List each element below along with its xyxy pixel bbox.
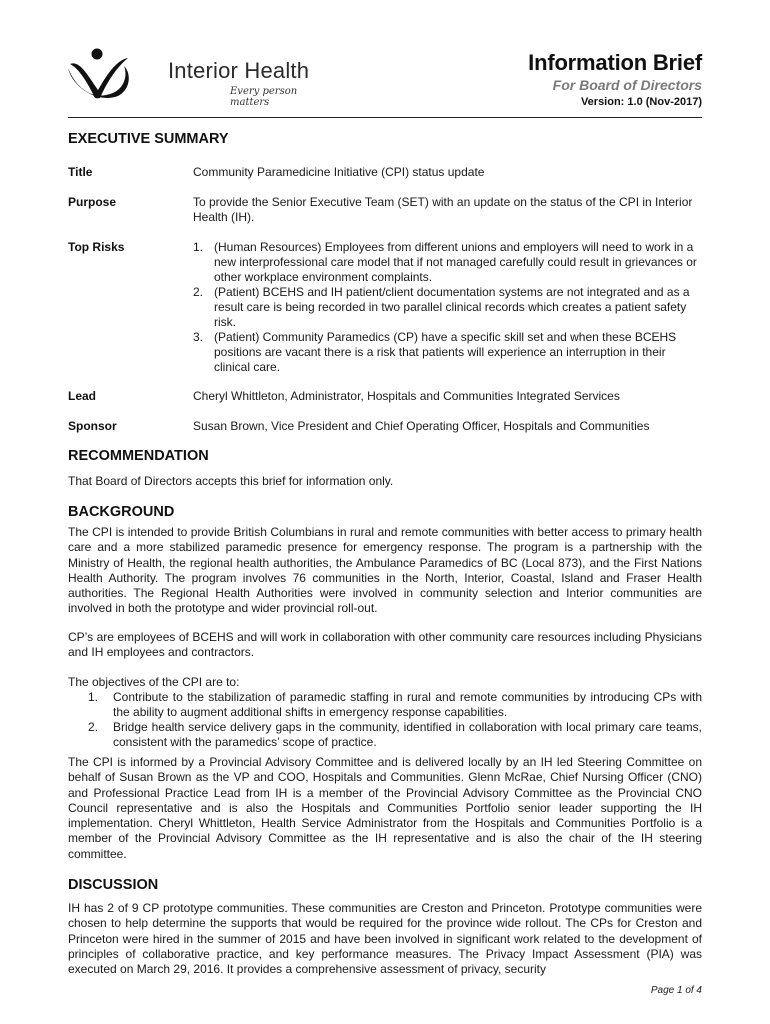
background-heading: BACKGROUND bbox=[68, 504, 175, 520]
objective-text: Contribute to the stabilization of paramedic staffing in rural and remote communities by introducing CPs with the ability to augment additional shifts in emergency response capabilities. bbox=[113, 690, 702, 719]
risk-text: (Patient) BCEHS and IH patient/client documentation systems are not integrated and as a result care is being recorded in two parallel clinical records which creates a patient safety risk. bbox=[214, 285, 690, 329]
objective-item bbox=[88, 690, 702, 720]
org-tagline: Every person matters bbox=[230, 86, 298, 108]
recommendation-text: That Board of Directors accepts this brief for information only. bbox=[68, 474, 394, 488]
background-paragraph-3: The CPI is informed by a Provincial Advisory Committee and is delivered locally by an IH led Steering Committee on behalf of Susan Brown as the VP and COO, Hospitals and Communities. Glenn McRae, Chief Nursing Officer (CNO) and Professional Practice Lead from IH is a member of the Provincial Advisory Committee as the Provincial CNO Council representative and is also the Hospitals and Communities Portfolio senior leader supporting the IH implementation. Cheryl Whittleton, Health Service Administrator from the Hospitals and Communities Portfolio is a member of the Provincial Advisory Committee as the IH representative and is also the chair of the IH steering committee. bbox=[68, 755, 702, 861]
background-paragraph-1: The CPI is intended to provide British Columbians in rural and remote communities with better access to primary health care and a more stabilized paramedic presence for emergency response. The program is a partnership with the Ministry of Health, the regional health authorities, the Ambulance Paramedics of BC (Local 873), and the First Nations Health Authority. The program involves 76 communities in the North, Interior, Coastal, Island and Fraser Health authorities. The Regional Health Authorities were involved in community selection and Interior communities are involved in both the prototype and wider provincial roll-out. bbox=[68, 525, 702, 616]
lead-value: Cheryl Whittleton, Administrator, Hospitals and Communities Integrated Services bbox=[193, 389, 620, 403]
risk-text: (Patient) Community Paramedics (CP) have a specific skill set and when these BCEHS positions are vacant there is a risk that patients will experience an interruption in their clinical care. bbox=[214, 330, 677, 374]
discussion-paragraph-1: IH has 2 of 9 CP prototype communities. These communities are Creston and Princeton. Prototype communities were chosen to help determine the supports that would be required for the province wide rollout. The CPs for Creston and Princeton were hired in the summer of 2015 and have been involved in significant work related to the development of principles of collaborative practice, and key performance measures. The Privacy Impact Assessment (PIA) was executed on March 29, 2016. It provides a comprehensive assessment of privacy, security bbox=[68, 901, 702, 977]
logo-figure-icon bbox=[66, 46, 166, 106]
risk-item bbox=[193, 285, 703, 330]
risk-number: 2. bbox=[193, 285, 204, 299]
objectives-intro: The objectives of the CPI are to: bbox=[68, 675, 240, 689]
risk-item bbox=[193, 330, 703, 375]
risk-text: (Human Resources) Employees from different unions and employers will need to work in a new interprofessional care model that if not managed carefully could result in grievances or other workplace environment complaints. bbox=[214, 240, 697, 284]
lead-label: Lead bbox=[68, 389, 97, 403]
objective-number: 2. bbox=[88, 720, 99, 734]
title-value: Community Paramedicine Initiative (CPI) status update bbox=[193, 165, 485, 179]
page-number: Page 1 of 4 bbox=[650, 985, 702, 996]
recommendation-heading: RECOMMENDATION bbox=[68, 448, 209, 464]
interior-health-logo bbox=[66, 46, 326, 106]
background-paragraph-2: CP’s are employees of BCEHS and will work in collaboration with other community care resources including Physicians and IH employees and contractors. bbox=[68, 630, 702, 660]
brief-title: Information Brief bbox=[528, 50, 702, 75]
top-risks-label: Top Risks bbox=[68, 240, 125, 254]
purpose-label: Purpose bbox=[68, 195, 117, 209]
brief-subtitle: For Board of Directors bbox=[552, 77, 702, 93]
risk-number: 3. bbox=[193, 330, 204, 344]
top-risks-list bbox=[193, 240, 703, 375]
title-label: Title bbox=[68, 165, 93, 179]
purpose-value: To provide the Senior Executive Team (SET) with an update on the status of the CPI in Interior Health (IH). bbox=[193, 195, 693, 224]
risk-number: 1. bbox=[193, 240, 204, 254]
brief-version: Version: 1.0 (Nov-2017) bbox=[580, 96, 702, 108]
org-name: Interior Health bbox=[168, 58, 310, 83]
sponsor-label: Sponsor bbox=[68, 419, 117, 433]
objective-text: Bridge health service delivery gaps in the community, identified in collaboration with local primary care teams, consistent with the paramedics’ scope of practice. bbox=[113, 720, 702, 749]
risk-item bbox=[193, 240, 703, 285]
objective-number: 1. bbox=[88, 690, 99, 704]
objectives-list bbox=[88, 690, 702, 750]
discussion-heading: DISCUSSION bbox=[68, 877, 159, 893]
executive-summary-heading: EXECUTIVE SUMMARY bbox=[68, 131, 229, 147]
header-divider bbox=[68, 117, 702, 118]
objective-item bbox=[88, 720, 702, 750]
sponsor-value: Susan Brown, Vice President and Chief Operating Officer, Hospitals and Communities bbox=[193, 419, 650, 433]
